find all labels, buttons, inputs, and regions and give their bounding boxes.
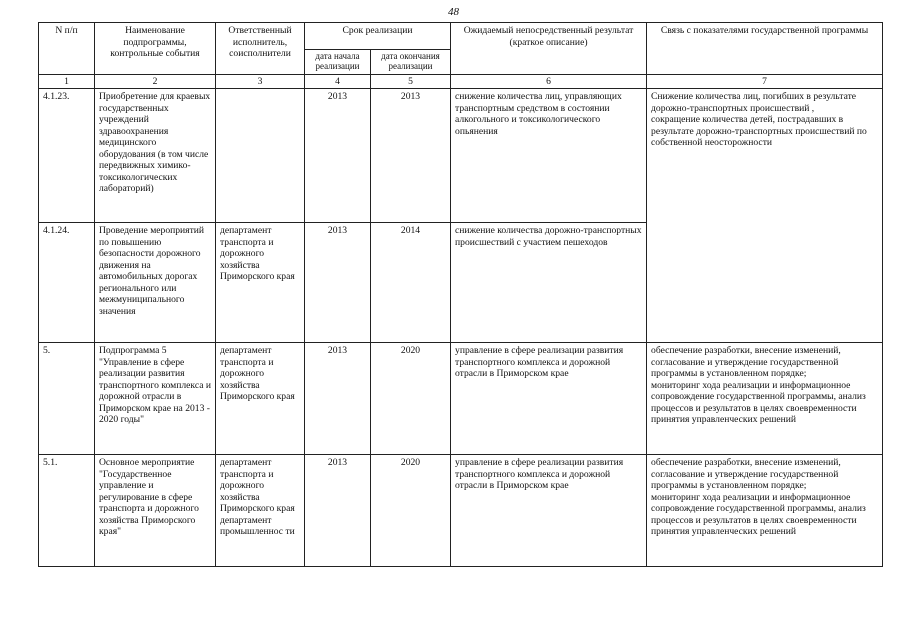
row-end: 2014 [371, 223, 451, 343]
row-responsible [216, 89, 305, 223]
row-start: 2013 [305, 223, 371, 343]
header-start: дата начала реализации [305, 50, 371, 75]
row-end: 2020 [371, 455, 451, 567]
table-row [39, 455, 883, 567]
row-start: 2013 [305, 343, 371, 455]
row-number: 5.1. [39, 455, 95, 567]
col-number: 6 [451, 74, 647, 89]
row-result: управление в сфере реализации развития транспортного комплекса и дорожной отрасли в Приморском крае [451, 455, 647, 567]
row-responsible: департамент транспорта и дорожного хозяйства Приморского края департамент промышленнос ти [216, 455, 305, 567]
row-name: Проведение мероприятий по повышению безопасности дорожного движения на автомобильных дорогах регионального или межмуниципального значения [95, 223, 216, 343]
header-num: N п/п [39, 23, 95, 75]
row-end: 2013 [371, 89, 451, 223]
row-responsible: департамент транспорта и дорожного хозяйства Приморского края [216, 343, 305, 455]
col-number: 5 [371, 74, 451, 89]
table-row [39, 343, 883, 455]
row-link: Снижение количества лиц, погибших в результате дорожно-транспортных происшествий , сокращение количества детей, пострадавших в результате дорожно-транспортных происшествий по собственной неосторожности [647, 89, 883, 343]
col-number: 4 [305, 74, 371, 89]
header-end: дата окончания реализации [371, 50, 451, 75]
col-number: 1 [39, 74, 95, 89]
header-term: Срок реализации [305, 23, 451, 50]
header-name: Наименование подпрограммы, контрольные события [95, 23, 216, 75]
table-row [39, 89, 883, 223]
program-table [38, 22, 883, 567]
row-result: снижение количества дорожно-транспортных происшествий с участием пешеходов [451, 223, 647, 343]
row-start: 2013 [305, 455, 371, 567]
col-number: 2 [95, 74, 216, 89]
row-link: обеспечение разработки, внесение изменений, согласование и утверждение государственной программы в установленном порядке; мониторинг хода реализации и информационное сопровождение государственной программы, анализ процессов и результатов в целях своевременности принятия управленческих решений [647, 343, 883, 455]
row-name: Приобретение для краевых государственных учреждений здравоохранения медицинского оборудования (в том числе передвижных химико-токсикологических лабораторий) [95, 89, 216, 223]
row-result: управление в сфере реализации развития транспортного комплекса и дорожной отрасли в Приморском крае [451, 343, 647, 455]
row-start: 2013 [305, 89, 371, 223]
row-number: 5. [39, 343, 95, 455]
col-number: 3 [216, 74, 305, 89]
row-number: 4.1.23. [39, 89, 95, 223]
header-row-1 [39, 23, 883, 50]
row-name: Подпрограмма 5 "Управление в сфере реализации развития транспортного комплекса и дорожной отрасли в Приморском крае на 2013 - 2020 годы" [95, 343, 216, 455]
row-result: снижение количества лиц, управляющих транспортным средством в состоянии алкогольного и токсикологического опьянения [451, 89, 647, 223]
row-end: 2020 [371, 343, 451, 455]
page-number: 48 [448, 6, 459, 18]
row-responsible: департамент транспорта и дорожного хозяйства Приморского края [216, 223, 305, 343]
row-link: обеспечение разработки, внесение изменений, согласование и утверждение государственной программы в установленном порядке; мониторинг хода реализации и информационное сопровождение государственной программы, анализ процессов и результатов в целях своевременности принятия управленческих решений [647, 455, 883, 567]
column-numbers-row [39, 74, 883, 89]
col-number: 7 [647, 74, 883, 89]
row-name: Основное мероприятие "Государственное управление и регулирование в сфере транспорта и дорожного хозяйства Приморского края" [95, 455, 216, 567]
row-number: 4.1.24. [39, 223, 95, 343]
header-link: Связь с показателями государственной программы [647, 23, 883, 75]
header-result: Ожидаемый непосредственный результат (краткое описание) [451, 23, 647, 75]
header-responsible: Ответственный исполнитель, соисполнители [216, 23, 305, 75]
